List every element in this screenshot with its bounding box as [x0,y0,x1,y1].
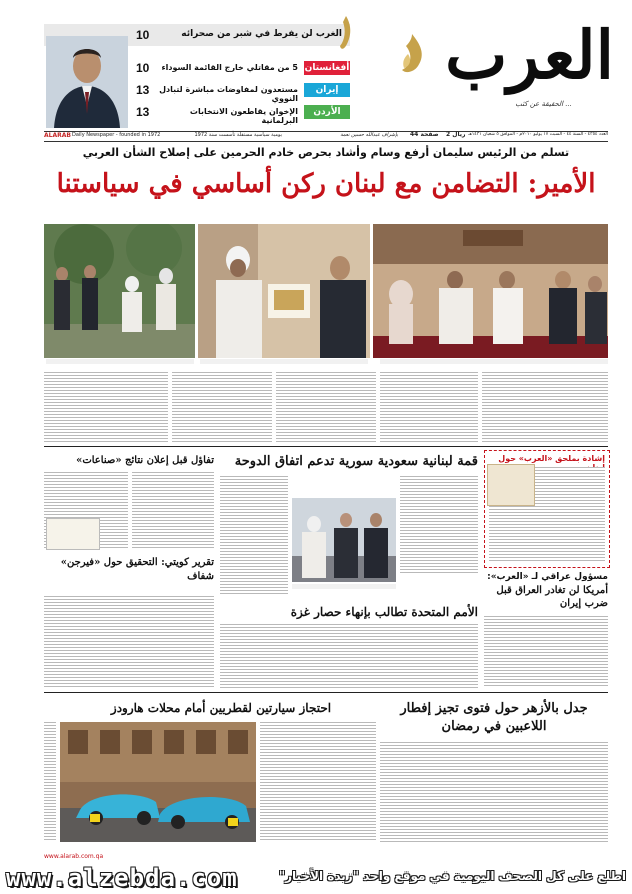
teaser-block [44,20,350,128]
lead-body-col-5 [44,372,168,442]
ceremony-photo-icon [373,224,608,358]
date-line: العدد ٤٣٥٤ - السنة ٤٤ - السبت ١٧ يوليو ٢٠١٠م - الموافق ٥ شعبان ١٤٣١هـ [468,132,608,137]
decorative-flame-icon [338,14,354,54]
teaser-main-number: 10 [136,28,150,42]
teaser-section-badge: أفغانستان [304,63,350,73]
s4-body [44,596,214,688]
lead-body-col-3 [276,372,376,442]
teaser-number: 13 [136,105,150,119]
arabic-tagline: يومية سياسية مستقلة تأسست سنة 1972 [194,132,282,138]
masthead [0,0,632,140]
latin-name: ALARAB [44,132,71,139]
s5-body [220,624,478,688]
slogan: ... الحقيقة عن كثب [515,100,572,108]
teaser-row-3[interactable] [136,104,350,125]
lead-headline: الأمير: التضامن مع لبنان ركن أساسي في سياستنا [56,169,596,199]
banner-site[interactable]: www.alzebda.com [6,864,238,892]
banner-text: اطلع على كل الصحف اليومية في موقع واحد "زبدة الأخبار" [278,869,626,883]
box-kicker: إشادة بملحق «العرب» حول [498,454,605,463]
teaser-section-badge: الأردن [304,105,350,119]
teaser-text: الإخوان يقاطعون الانتخابات البرلمانية [189,107,298,125]
lead-photo-caption [380,359,608,364]
s3-headline: أمريكا لن تغادر العراق قبل ضرب إيران [496,585,608,609]
lead-photo-middle [198,224,370,358]
s2-headline: قمة لبنانية سعودية سورية تدعم اتفاق الدوحة [234,454,478,469]
ad-box [46,518,100,550]
pages-label: 44 صفحة [410,131,439,138]
lead-body-col-1 [482,372,608,442]
s3-kicker: مسؤول عراقي لـ «العرب»: [487,572,608,582]
s6-photo [60,722,256,842]
s1-headline: تفاؤل قبل إعلان نتائج «صناعات» [76,455,214,466]
latin-tagline: Daily Newspaper - founded in 1972 [72,132,161,138]
s2-photo [292,498,396,582]
lead-photo-caption [200,359,368,364]
summit-photo-icon [292,498,396,582]
lead-photo-left [44,224,195,358]
teaser-row-1[interactable] [136,60,350,78]
divider [44,692,608,693]
lead-body-col-2 [380,372,478,442]
info-strip [44,131,608,142]
price-label: 2 ريال [446,131,466,138]
s2-body-right [400,476,478,574]
s6-headline: احتجاز سيارتين لقطريين أمام محلات هارودز [110,701,332,715]
s5-headline: الأمم المتحدة تطالب بإنهاء حصار غزة [290,605,478,619]
teaser-section-badge: إيران [304,83,350,97]
portrait-icon [46,36,128,128]
footer-site[interactable]: www.alarab.com.qa [44,853,104,860]
divider [44,446,608,447]
medal-photo-icon [198,224,370,358]
lead-kicker: تسلم من الرئيس سليمان أرفع وسام وأشاد بحرص خادم الحرمين على إصلاح الشأن العربي [82,146,570,159]
teaser-text: 5 من مقاتلي خارج القائمة السوداء [161,63,298,72]
s4-headline: تقرير كويتي: التحقيق حول «فيرجن» شفاف [60,557,214,582]
lead-photo-right [373,224,608,358]
king-photo [46,36,128,128]
s6-body-right [260,722,376,842]
cars-photo-icon [60,722,256,842]
lead-body-col-4 [172,372,272,442]
teaser-text: مستعدون لمفاوضات مباشرة لتبادل النووي [159,85,298,103]
s3-body [484,616,608,688]
s1-body-right [132,472,214,548]
lead-photo-caption [46,359,194,364]
s7-headline: جدل بالأزهر حول فتوى تجيز إفطار اللاعبين في رمضان [400,701,588,734]
teaser-main-title: الغرب لن يفرط في شبر من صحرائه [181,29,342,39]
s2-photo-caption [292,584,396,589]
zebda-banner[interactable] [0,860,632,894]
s6-body-left [44,722,56,842]
box-thumb [487,464,535,506]
tree-planting-photo-icon [44,224,195,358]
s2-body-left [220,476,288,596]
teaser-number: 13 [136,83,150,97]
teaser-row-2[interactable] [136,82,350,103]
founder-line: بإشراف عبدالله حسين نعمة [340,132,398,138]
teaser-number: 10 [136,61,150,75]
logo: العرب [445,16,614,94]
logo-flame-icon [392,32,432,78]
s7-body [380,742,608,842]
